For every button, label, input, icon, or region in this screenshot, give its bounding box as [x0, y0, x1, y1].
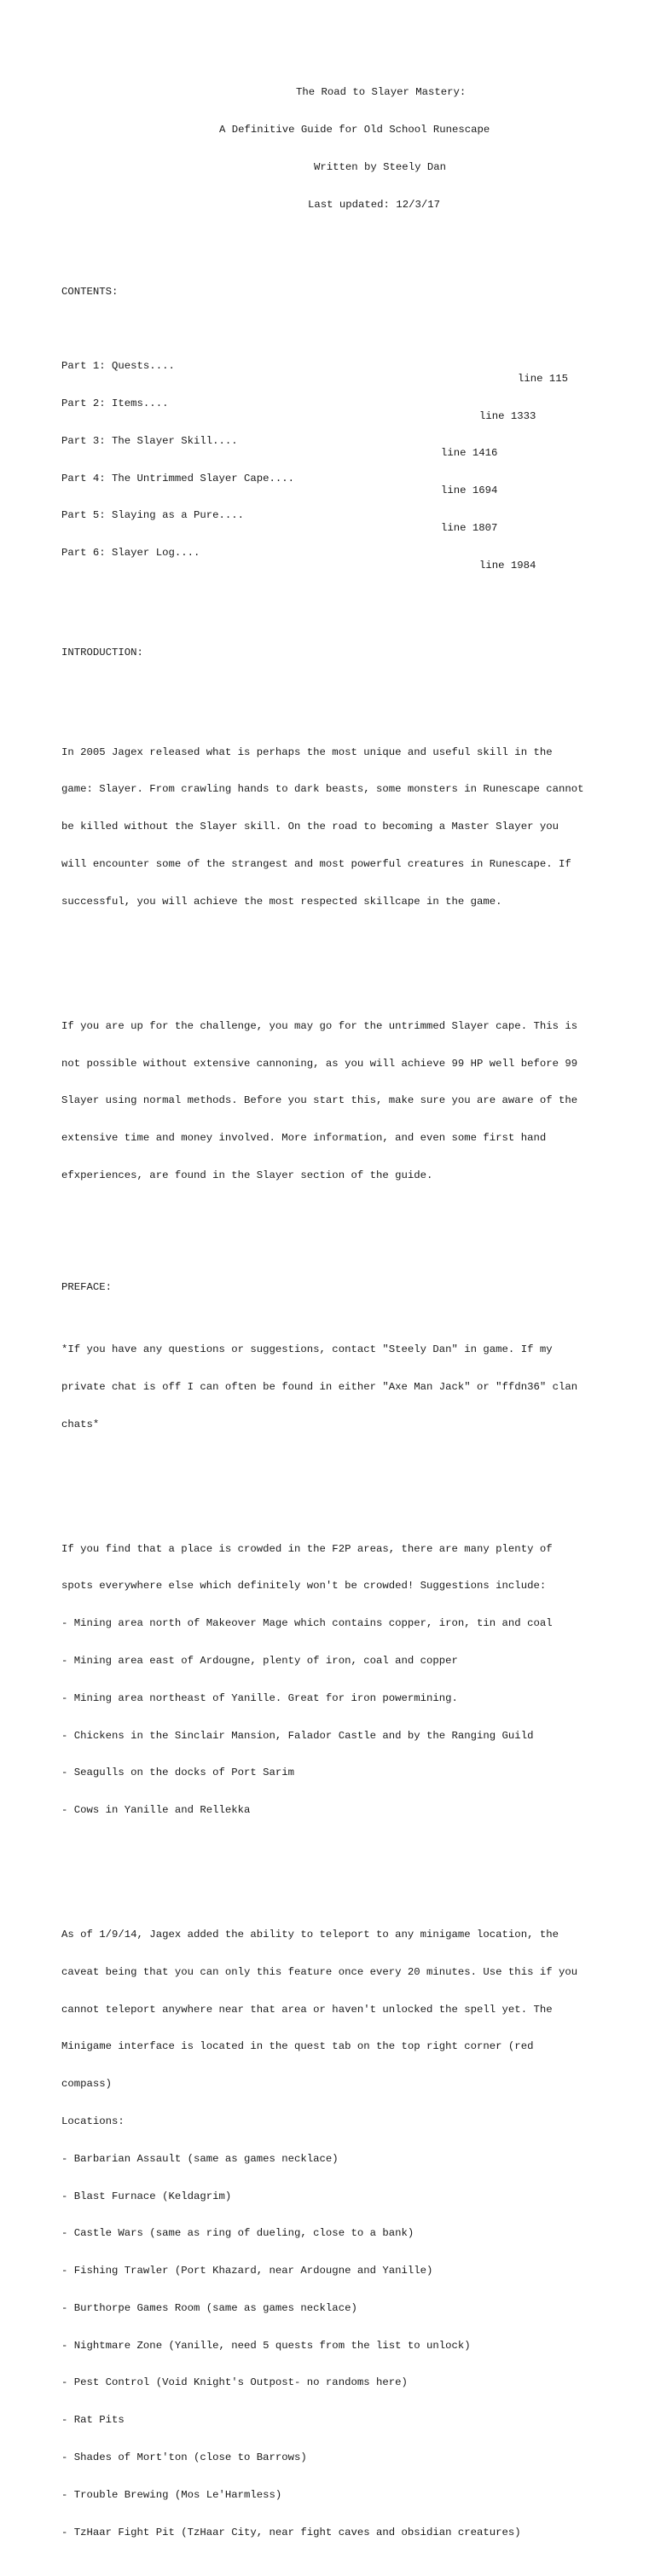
contents-item	[61, 460, 624, 497]
list-item: - Castle Wars (same as ring of dueling, close to a bank)	[61, 2227, 414, 2240]
contents-item-ref: line 115	[518, 372, 569, 385]
contents-item	[61, 497, 624, 534]
text-line: If you are up for the challenge, you may go for the untrimmed Slayer cape. This is	[61, 1019, 578, 1032]
contents-item	[61, 535, 624, 571]
contents-heading: CONTENTS:	[61, 285, 119, 298]
preface-paragraph-2	[61, 1517, 624, 1841]
list-item: - Barbarian Assault (same as games necklace)	[61, 2152, 339, 2165]
text-line: game: Slayer. From crawling hands to dark beasts, some monsters in Runescape cannot	[61, 783, 584, 796]
text-line: private chat is off I can often be found in either "Axe Man Jack" or "ffdn36" clan	[61, 1380, 578, 1393]
contents-item-ref: line 1416	[441, 447, 498, 460]
contents-item	[61, 348, 624, 385]
contents-item-label: Part 6: Slayer Log....	[61, 547, 200, 560]
contents-item-ref: line 1333	[479, 409, 536, 422]
contents-item	[61, 385, 624, 422]
contents-list	[61, 322, 624, 571]
text-line: As of 1/9/14, Jagex added the ability to teleport to any minigame location, the	[61, 1929, 559, 1941]
contents-item-label: Part 2: Items....	[61, 397, 169, 410]
list-item: - Trouble Brewing (Mos Le'Harmless)	[61, 2488, 282, 2501]
text-line: will encounter some of the strangest and most powerful creatures in Runescape. If	[61, 858, 571, 870]
list-item: - Pest Control (Void Knight's Outpost- no randoms here)	[61, 2376, 408, 2389]
author-line: Written by Steely Dan	[314, 160, 446, 173]
text-line: cannot teleport anywhere near that area or haven't unlocked the spell yet. The	[61, 2003, 553, 2016]
list-item: - Rat Pits	[61, 2414, 125, 2427]
locations-label: Locations:	[61, 2115, 125, 2127]
contents-item-ref: line 1984	[479, 559, 536, 571]
list-item: - Chickens in the Sinclair Mansion, Falador Castle and by the Ranging Guild	[61, 1729, 534, 1742]
contents-item-ref: line 1694	[441, 484, 498, 497]
subtitle-line: A Definitive Guide for Old School Runescape	[219, 123, 490, 136]
text-line: caveat being that you can only this feature once every 20 minutes. Use this if you	[61, 1965, 578, 1978]
text-line: Slayer using normal methods. Before you start this, make sure you are aware of the	[61, 1094, 578, 1107]
list-item: - Fishing Trawler (Port Khazard, near Ardougne and Yanille)	[61, 2265, 433, 2277]
list-item: - Mining area north of Makeover Mage which contains copper, iron, tin and coal	[61, 1617, 553, 1630]
introduction-paragraph-2	[61, 995, 624, 1207]
text-line: compass)	[61, 2078, 113, 2091]
contents-item-label: Part 5: Slaying as a Pure....	[61, 509, 245, 522]
document-page	[61, 61, 624, 2576]
list-item: - Shades of Mort'ton (close to Barrows)	[61, 2451, 307, 2463]
contents-item-label: Part 1: Quests....	[61, 360, 175, 373]
list-item: - Seagulls on the docks of Port Sarim	[61, 1767, 295, 1779]
text-line: be killed without the Slayer skill. On the road to becoming a Master Slayer you	[61, 821, 559, 833]
text-line: If you find that a place is crowded in the F2P areas, there are many plenty of	[61, 1542, 553, 1555]
text-line: Minigame interface is located in the quest tab on the top right corner (red	[61, 2040, 534, 2053]
text-line: In 2005 Jagex released what is perhaps the most unique and useful skill in the	[61, 746, 553, 758]
text-line: not possible without extensive cannoning, as you will achieve 99 HP well before 99	[61, 1057, 578, 1070]
contents-item-label: Part 3: The Slayer Skill....	[61, 434, 238, 447]
contents-item-ref: line 1807	[441, 521, 498, 534]
preface-heading: PREFACE:	[61, 1281, 113, 1294]
text-line: spots everywhere else which definitely won't be crowded! Suggestions include:	[61, 1580, 547, 1593]
text-line: successful, you will achieve the most respected skillcape in the game.	[61, 895, 502, 908]
title-line: The Road to Slayer Mastery:	[296, 86, 467, 99]
list-item: - Mining area northeast of Yanille. Great for iron powermining.	[61, 1691, 458, 1704]
list-item: - Cows in Yanille and Rellekka	[61, 1804, 251, 1817]
last-updated-line: Last updated: 12/3/17	[308, 198, 440, 211]
list-item: - TzHaar Fight Pit (TzHaar City, near fight caves and obsidian creatures)	[61, 2526, 521, 2538]
preface-paragraph-1	[61, 1319, 624, 1456]
list-item: - Blast Furnace (Keldagrim)	[61, 2190, 232, 2202]
list-item: - Nightmare Zone (Yanille, need 5 quests from the list to unlock)	[61, 2339, 471, 2352]
text-line: efxperiences, are found in the Slayer section of the guide.	[61, 1169, 433, 1181]
contents-item-label: Part 4: The Untrimmed Slayer Cape....	[61, 472, 295, 484]
list-item: - Burthorpe Games Room (same as games necklace)	[61, 2301, 357, 2314]
text-line: *If you have any questions or suggestions, contact "Steely Dan" in game. If my	[61, 1343, 553, 1356]
list-item: - Mining area east of Ardougne, plenty of iron, coal and copper	[61, 1655, 458, 1667]
text-line: chats*	[61, 1418, 100, 1430]
preface-paragraph-3	[61, 1904, 624, 2563]
text-line: extensive time and money involved. More information, and even some first hand	[61, 1132, 547, 1145]
introduction-paragraph-1	[61, 721, 624, 932]
contents-item	[61, 422, 624, 460]
introduction-heading: INTRODUCTION:	[61, 646, 143, 659]
